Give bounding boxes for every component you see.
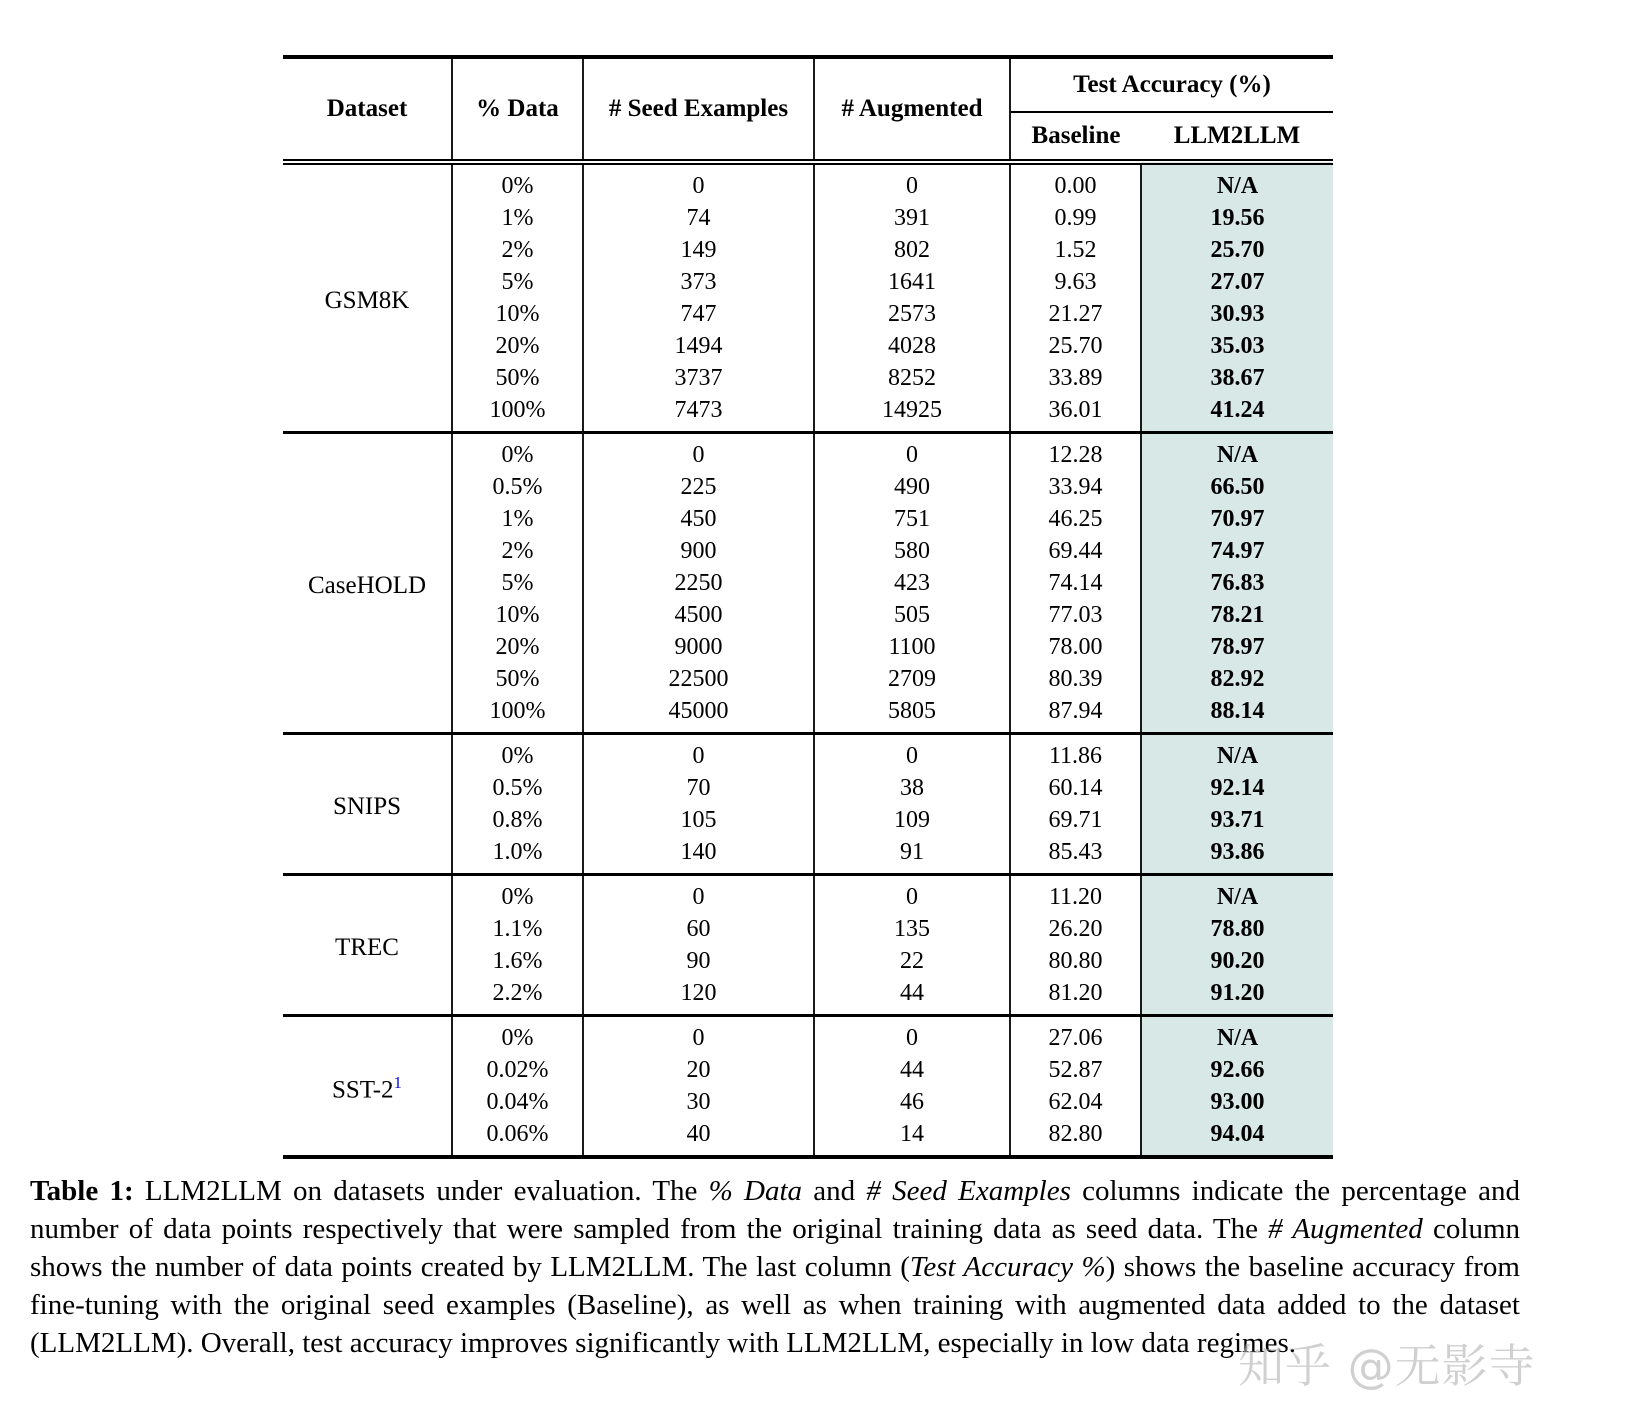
cell-base: 62.04 bbox=[1010, 1086, 1141, 1118]
cell-aug: 0 bbox=[814, 734, 1010, 773]
col-header-test-accuracy: Test Accuracy (%) bbox=[1010, 57, 1333, 112]
cell-base: 27.06 bbox=[1010, 1016, 1141, 1055]
cell-base: 81.20 bbox=[1010, 977, 1141, 1016]
dataset-label: SST-$2^1$ bbox=[283, 1016, 452, 1158]
cell-pct: 1.0% bbox=[452, 836, 583, 875]
cell-seed: 225 bbox=[583, 471, 814, 503]
cell-pct: 20% bbox=[452, 631, 583, 663]
cell-base: 21.27 bbox=[1010, 298, 1141, 330]
cell-aug: 2573 bbox=[814, 298, 1010, 330]
cell-seed: 30 bbox=[583, 1086, 814, 1118]
dataset-label: GSM8K bbox=[283, 162, 452, 433]
cell-aug: 580 bbox=[814, 535, 1010, 567]
caption-segment: # Augmented bbox=[1268, 1213, 1423, 1245]
cell-llm: 82.92 bbox=[1141, 663, 1333, 695]
table-container bbox=[283, 55, 1333, 1159]
cell-seed: 20 bbox=[583, 1054, 814, 1086]
results-table bbox=[283, 55, 1333, 1159]
cell-seed: 4500 bbox=[583, 599, 814, 631]
cell-pct: 0% bbox=[452, 433, 583, 472]
cell-aug: 391 bbox=[814, 202, 1010, 234]
cell-llm: 91.20 bbox=[1141, 977, 1333, 1016]
cell-aug: 44 bbox=[814, 977, 1010, 1016]
cell-pct: 0.5% bbox=[452, 471, 583, 503]
cell-seed: 900 bbox=[583, 535, 814, 567]
caption-segment: LLM2LLM on datasets under evaluation. The bbox=[133, 1175, 709, 1207]
cell-seed: 0 bbox=[583, 162, 814, 202]
cell-pct: 0% bbox=[452, 734, 583, 773]
cell-llm: 41.24 bbox=[1141, 394, 1333, 433]
cell-pct: 2% bbox=[452, 234, 583, 266]
footnote-marker: 1 bbox=[393, 1072, 403, 1092]
cell-llm: 25.70 bbox=[1141, 234, 1333, 266]
table-row bbox=[283, 1016, 1333, 1055]
cell-base: 1.52 bbox=[1010, 234, 1141, 266]
cell-llm: 78.97 bbox=[1141, 631, 1333, 663]
caption-segment: ) shows the baseline accuracy from fine-tuning with the original seed examples (Baseline), as well as when training with augmented data added to the dataset (LLM2LLM). Overall, test accuracy improves significantly with LLM2LLM, especially in low data regimes. bbox=[30, 1251, 1520, 1359]
cell-aug: 22 bbox=[814, 945, 1010, 977]
cell-seed: 45000 bbox=[583, 695, 814, 734]
cell-aug: 109 bbox=[814, 804, 1010, 836]
cell-base: 69.71 bbox=[1010, 804, 1141, 836]
table-caption bbox=[30, 1172, 1520, 1362]
cell-seed: 140 bbox=[583, 836, 814, 875]
dataset-label: CaseHOLD bbox=[283, 433, 452, 734]
cell-llm: 35.03 bbox=[1141, 330, 1333, 362]
cell-llm: 93.71 bbox=[1141, 804, 1333, 836]
cell-pct: 1% bbox=[452, 503, 583, 535]
cell-aug: 1100 bbox=[814, 631, 1010, 663]
cell-aug: 505 bbox=[814, 599, 1010, 631]
cell-llm: 66.50 bbox=[1141, 471, 1333, 503]
caption-segment: % Data bbox=[708, 1175, 803, 1207]
cell-aug: 135 bbox=[814, 913, 1010, 945]
cell-base: 0.99 bbox=[1010, 202, 1141, 234]
cell-seed: 40 bbox=[583, 1118, 814, 1157]
dataset-section bbox=[283, 875, 1333, 1016]
cell-llm: 19.56 bbox=[1141, 202, 1333, 234]
table-row bbox=[283, 875, 1333, 914]
cell-llm: 93.86 bbox=[1141, 836, 1333, 875]
cell-base: 60.14 bbox=[1010, 772, 1141, 804]
table-header bbox=[283, 57, 1333, 162]
cell-pct: 0.8% bbox=[452, 804, 583, 836]
cell-aug: 0 bbox=[814, 1016, 1010, 1055]
cell-base: 78.00 bbox=[1010, 631, 1141, 663]
cell-base: 74.14 bbox=[1010, 567, 1141, 599]
cell-pct: 0% bbox=[452, 875, 583, 914]
cell-llm: 30.93 bbox=[1141, 298, 1333, 330]
cell-llm: 92.66 bbox=[1141, 1054, 1333, 1086]
cell-seed: 120 bbox=[583, 977, 814, 1016]
cell-seed: 7473 bbox=[583, 394, 814, 433]
cell-seed: 74 bbox=[583, 202, 814, 234]
cell-pct: 10% bbox=[452, 298, 583, 330]
cell-seed: 373 bbox=[583, 266, 814, 298]
table-row bbox=[283, 162, 1333, 202]
caption-segment: Table 1: bbox=[30, 1175, 134, 1207]
cell-aug: 0 bbox=[814, 875, 1010, 914]
cell-llm: 94.04 bbox=[1141, 1118, 1333, 1157]
cell-seed: 0 bbox=[583, 875, 814, 914]
cell-llm: 93.00 bbox=[1141, 1086, 1333, 1118]
cell-base: 52.87 bbox=[1010, 1054, 1141, 1086]
cell-aug: 1641 bbox=[814, 266, 1010, 298]
cell-base: 0.00 bbox=[1010, 162, 1141, 202]
cell-seed: 450 bbox=[583, 503, 814, 535]
col-header-baseline: Baseline bbox=[1031, 122, 1121, 149]
cell-base: 80.39 bbox=[1010, 663, 1141, 695]
cell-aug: 8252 bbox=[814, 362, 1010, 394]
cell-llm: N/A bbox=[1141, 1016, 1333, 1055]
watermark: 知乎 @无影寺 bbox=[1238, 1339, 1536, 1393]
cell-pct: 20% bbox=[452, 330, 583, 362]
cell-pct: 0.5% bbox=[452, 772, 583, 804]
cell-seed: 60 bbox=[583, 913, 814, 945]
col-header-seed-examples: # Seed Examples bbox=[583, 57, 814, 162]
cell-pct: 2% bbox=[452, 535, 583, 567]
caption-segment: and bbox=[802, 1175, 867, 1207]
cell-base: 80.80 bbox=[1010, 945, 1141, 977]
cell-aug: 0 bbox=[814, 162, 1010, 202]
cell-pct: 0% bbox=[452, 1016, 583, 1055]
cell-aug: 46 bbox=[814, 1086, 1010, 1118]
cell-aug: 802 bbox=[814, 234, 1010, 266]
cell-aug: 0 bbox=[814, 433, 1010, 472]
cell-base: 77.03 bbox=[1010, 599, 1141, 631]
cell-seed: 0 bbox=[583, 433, 814, 472]
cell-aug: 5805 bbox=[814, 695, 1010, 734]
cell-aug: 423 bbox=[814, 567, 1010, 599]
cell-pct: 5% bbox=[452, 266, 583, 298]
cell-base: 9.63 bbox=[1010, 266, 1141, 298]
cell-seed: 3737 bbox=[583, 362, 814, 394]
dataset-section bbox=[283, 162, 1333, 433]
cell-aug: 91 bbox=[814, 836, 1010, 875]
cell-pct: 100% bbox=[452, 394, 583, 433]
cell-pct: 1.1% bbox=[452, 913, 583, 945]
cell-seed: 90 bbox=[583, 945, 814, 977]
cell-pct: 0.02% bbox=[452, 1054, 583, 1086]
cell-base: 82.80 bbox=[1010, 1118, 1141, 1157]
cell-base: 11.86 bbox=[1010, 734, 1141, 773]
cell-base: 46.25 bbox=[1010, 503, 1141, 535]
dataset-label: TREC bbox=[283, 875, 452, 1016]
cell-aug: 4028 bbox=[814, 330, 1010, 362]
cell-base: 85.43 bbox=[1010, 836, 1141, 875]
cell-llm: 38.67 bbox=[1141, 362, 1333, 394]
cell-base: 33.94 bbox=[1010, 471, 1141, 503]
cell-llm: N/A bbox=[1141, 162, 1333, 202]
cell-llm: N/A bbox=[1141, 734, 1333, 773]
cell-llm: 70.97 bbox=[1141, 503, 1333, 535]
cell-aug: 44 bbox=[814, 1054, 1010, 1086]
cell-pct: 0% bbox=[452, 162, 583, 202]
dataset-section bbox=[283, 734, 1333, 875]
cell-aug: 14925 bbox=[814, 394, 1010, 433]
caption-segment: # Seed Examples bbox=[866, 1175, 1071, 1207]
cell-base: 33.89 bbox=[1010, 362, 1141, 394]
col-header-dataset: Dataset bbox=[283, 57, 452, 162]
dataset-section bbox=[283, 1016, 1333, 1158]
dataset-section bbox=[283, 433, 1333, 734]
cell-pct: 50% bbox=[452, 663, 583, 695]
cell-llm: 88.14 bbox=[1141, 695, 1333, 734]
col-header-pct-data: % Data bbox=[452, 57, 583, 162]
table-row bbox=[283, 734, 1333, 773]
cell-aug: 490 bbox=[814, 471, 1010, 503]
cell-base: 36.01 bbox=[1010, 394, 1141, 433]
cell-pct: 2.2% bbox=[452, 977, 583, 1016]
dataset-label: SNIPS bbox=[283, 734, 452, 875]
cell-aug: 2709 bbox=[814, 663, 1010, 695]
table-row bbox=[283, 433, 1333, 472]
cell-base: 69.44 bbox=[1010, 535, 1141, 567]
caption-segment: column shows the number of data points created by LLM2LLM. The last column ( bbox=[30, 1213, 1520, 1283]
cell-seed: 0 bbox=[583, 1016, 814, 1055]
cell-seed: 9000 bbox=[583, 631, 814, 663]
cell-base: 11.20 bbox=[1010, 875, 1141, 914]
cell-aug: 14 bbox=[814, 1118, 1010, 1157]
col-header-llm2llm: LLM2LLM bbox=[1173, 122, 1301, 149]
cell-pct: 10% bbox=[452, 599, 583, 631]
cell-pct: 5% bbox=[452, 567, 583, 599]
cell-aug: 38 bbox=[814, 772, 1010, 804]
cell-pct: 1% bbox=[452, 202, 583, 234]
cell-seed: 149 bbox=[583, 234, 814, 266]
cell-seed: 105 bbox=[583, 804, 814, 836]
cell-pct: 100% bbox=[452, 695, 583, 734]
cell-base: 25.70 bbox=[1010, 330, 1141, 362]
cell-llm: 76.83 bbox=[1141, 567, 1333, 599]
cell-llm: 90.20 bbox=[1141, 945, 1333, 977]
cell-pct: 0.06% bbox=[452, 1118, 583, 1157]
cell-base: 26.20 bbox=[1010, 913, 1141, 945]
cell-llm: 78.21 bbox=[1141, 599, 1333, 631]
cell-pct: 1.6% bbox=[452, 945, 583, 977]
cell-base: 87.94 bbox=[1010, 695, 1141, 734]
caption-segment: columns indicate the percentage and number of data points respectively that were sampled from the original training data as seed data. The bbox=[30, 1175, 1521, 1245]
cell-pct: 0.04% bbox=[452, 1086, 583, 1118]
cell-llm: N/A bbox=[1141, 433, 1333, 472]
cell-seed: 0 bbox=[583, 734, 814, 773]
cell-llm: 78.80 bbox=[1141, 913, 1333, 945]
cell-seed: 1494 bbox=[583, 330, 814, 362]
cell-pct: 50% bbox=[452, 362, 583, 394]
cell-llm: 74.97 bbox=[1141, 535, 1333, 567]
caption-segment: Test Accuracy % bbox=[909, 1251, 1106, 1283]
cell-seed: 2250 bbox=[583, 567, 814, 599]
cell-seed: 70 bbox=[583, 772, 814, 804]
cell-seed: 22500 bbox=[583, 663, 814, 695]
cell-llm: 92.14 bbox=[1141, 772, 1333, 804]
cell-llm: 27.07 bbox=[1141, 266, 1333, 298]
col-header-augmented: # Augmented bbox=[814, 57, 1010, 162]
cell-llm: N/A bbox=[1141, 875, 1333, 914]
cell-seed: 747 bbox=[583, 298, 814, 330]
cell-base: 12.28 bbox=[1010, 433, 1141, 472]
cell-aug: 751 bbox=[814, 503, 1010, 535]
